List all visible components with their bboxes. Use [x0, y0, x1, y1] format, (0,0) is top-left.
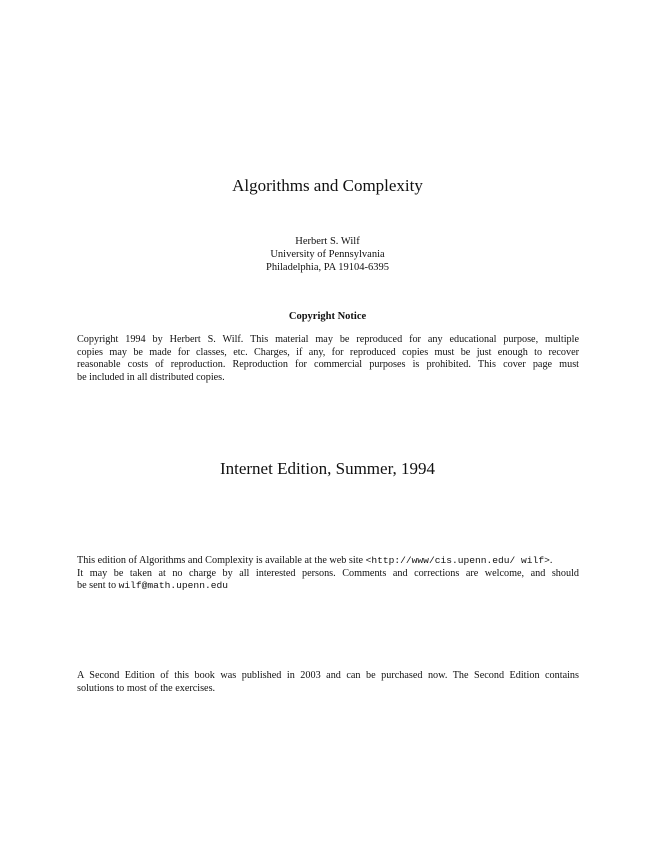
author-name: Herbert S. Wilf	[295, 236, 360, 247]
copyright-line-1: Copyright 1994 by Herbert S. Wilf. This material may be reproduced for any educational purpose, multiple	[77, 334, 579, 345]
availability-line-1	[77, 555, 579, 568]
availability-period: .	[549, 555, 553, 566]
author-affiliation: University of Pennsylvania	[270, 249, 385, 260]
second-edition-paragraph	[77, 670, 579, 695]
second-edition-line-2: solutions to most of the exercises.	[77, 682, 216, 694]
availability-text: This edition of Algorithms and Complexity is available at the web site	[77, 555, 366, 566]
availability-line-2: It may be taken at no charge by all interested persons. Comments and corrections are welcome, and should	[77, 567, 579, 579]
author-block	[0, 235, 655, 274]
author-address: Philadelphia, PA 19104-6395	[266, 262, 389, 273]
copyright-line-2: copies may be made for classes, etc. Charges, if any, for reproduced copies must be just enough to recover	[77, 346, 579, 358]
copyright-paragraph	[77, 334, 579, 384]
document-title: Algorithms and Complexity	[232, 176, 423, 195]
copyright-line-4: be included in all distributed copies.	[77, 371, 225, 383]
edition-heading: Internet Edition, Summer, 1994	[219, 459, 436, 478]
web-site-link[interactable]: <http://www/cis.upenn.edu/ wilf>	[365, 555, 550, 566]
copyright-line-3: reasonable costs of reproduction. Reproduction for commercial purposes is prohibited. This cover page must	[77, 359, 579, 371]
copyright-heading: Copyright Notice	[288, 311, 367, 322]
availability-line-3	[77, 580, 579, 593]
second-edition-line-1: A Second Edition of this book was published in 2003 and can be purchased now. The Second Edition contains	[77, 670, 579, 681]
email-link[interactable]: wilf@math.upenn.edu	[118, 580, 228, 592]
contact-text: be sent to	[77, 580, 119, 592]
availability-paragraph	[77, 555, 579, 593]
